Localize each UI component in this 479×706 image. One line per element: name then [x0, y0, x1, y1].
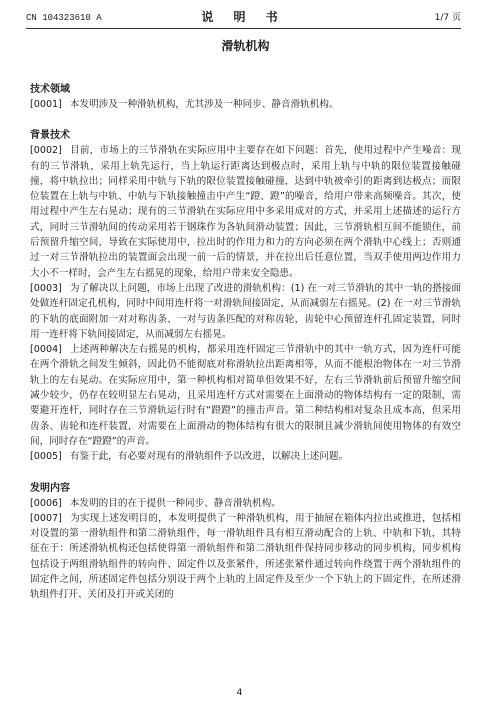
paragraph-text: 为实现上述发明目的，本发明提供了一种滑轨机构，用于抽屉在箱体内拉出或推进，包括相对设置的第一滑轨组件和第二滑轨组件，每一滑轨组件具有相互滑动配合的上轨、中轨和下轨，其特征在于：所述滑轨机构还包括使得第一滑轨组件和第二滑轨组件保持同步移动的同步机构，同步机构包括设于两组滑轨组件的转向件、固定件以及张紧件，所述张紧件通过转向件绕置于两个滑轨组件的固定件之间，所述固定件包括分别设于两个上轨的上固定件及至少一个下轨上的下固定件，在所述滑轨组件打开、关闭及打开或关闭的	[30, 512, 461, 601]
paragraph-text: 有鉴于此，有必要对现有的滑轨组件予以改进，以解决上述问题。	[69, 451, 349, 463]
paragraph-0001	[30, 97, 461, 112]
paragraph-text: 本发明涉及一种滑轨机构，尤其涉及一种同步、静音滑轨机构。	[69, 99, 339, 110]
document-body	[30, 38, 461, 603]
paragraph-text: 上述两种解决左右摇晃的机构，都采用连杆固定三节滑轨中的其中一轨方式，因为连杆可能在两个滑轨之间发生倾斜，因此仍不能彻底对称滑轨拉出距离相等，从而不能根治物体在一对三节滑轨上的左右晃动。在实际应用中，第一种机构相对简单但效果不好，左右三节滑轨前后预留升缩空间减少较少，仍存在较明显左右晃动，且采用连杆方式对需要在上面滑动的物体结构有一定的限制，需要避开连杆，同时存在三节滑轨运行时有“蹬蹬”的撞击声音。第二种结构相对复杂且成本高，但采用齿条、齿轮和连杆装置，对需要在上面滑动的物体结构有很大的限制且减少滑轨间使用物体的有效空间，同时存在“蹬蹬”的声音。	[30, 344, 461, 447]
paragraph-number: [0005]	[30, 451, 62, 463]
paragraph-number: [0001]	[30, 99, 62, 110]
paragraph-0003	[30, 281, 461, 342]
page-number: 4	[236, 688, 243, 698]
paragraph-text: 目前，市场上的三节滑轨在实际应用中主要存在如下问题：首先，使用过程中产生噪音：现有的三节滑轨，采用上轨先运行，当上轨运行距离达到极点时，采用上轨与中轨的限位装置接触碰撞，将中轨拉出；同样采用中轨与下轨的限位装置接触碰撞，达到中轨被牵引的距离到达极点；而限位装置在上轨与中轨、中轨与下轨接触撞击中产生“蹬、蹬”的噪音，给用户带来高频噪音。其次，使用过程中产生左右晃动；现有的三节滑轨在实际应用中多采用成对的方式，并采用上述描述的运行方式，同时三节滑轨间的传动采用若干钢珠作为各轨间滑动装置；因此，三节滑轨相互间不能锁住，前后预留升缩空间，导致在实际使用中，拉出时的作用力和力的方向必须在两个滑轨中心线上；否则通过一对三节滑轨拉出的装置面会出现一前一后的情景，并在拉出后任意位置，当双手使用两边作用力大小不一样时，会产生左右摇晃的现象，给用户带来安全隐患。	[30, 145, 461, 279]
page-header	[26, 10, 461, 26]
paragraph-0005	[30, 449, 461, 464]
section-invention: 发明内容	[30, 482, 70, 494]
paragraph-0004	[30, 342, 461, 449]
paragraph-number: [0007]	[30, 512, 62, 524]
paragraph-text: 为了解决以上问题，市场上出现了改进的滑轨机构：(1) 在一对三节滑轨的其中一轨的搭接面处做连杆固定孔机构，同时中间用连杆将一对滑轨间接固定，从而减弱左右摇晃。(2) 在一对三节滑轨的下轨的底面附加一对对称齿条、一对与齿条匹配的对称齿轮，齿轮中心预留连杆孔固定装置，同时用一连杆将下轨间接固定，从而减弱左右摇晃。	[30, 282, 461, 340]
header-rule	[26, 28, 461, 29]
document-type: 说 明 书	[201, 10, 286, 24]
paragraph-0002	[30, 143, 461, 281]
paragraph-number: [0002]	[30, 145, 62, 157]
section-tech-field: 技术领域	[30, 84, 70, 95]
patent-number: CN 104323610 A	[26, 13, 102, 23]
paragraph-number: [0006]	[30, 497, 62, 509]
page-info: 1/7 页	[434, 13, 461, 23]
paragraph-0006	[30, 496, 461, 511]
paragraph-text: 本发明的目的在于提供一种同步、静音滑轨机构。	[69, 497, 281, 509]
section-background: 背景技术	[30, 130, 70, 142]
paragraph-number: [0004]	[30, 344, 62, 356]
paragraph-number: [0003]	[30, 282, 62, 294]
paragraph-0007	[30, 511, 461, 603]
document-title: 滑轨机构	[221, 39, 270, 53]
